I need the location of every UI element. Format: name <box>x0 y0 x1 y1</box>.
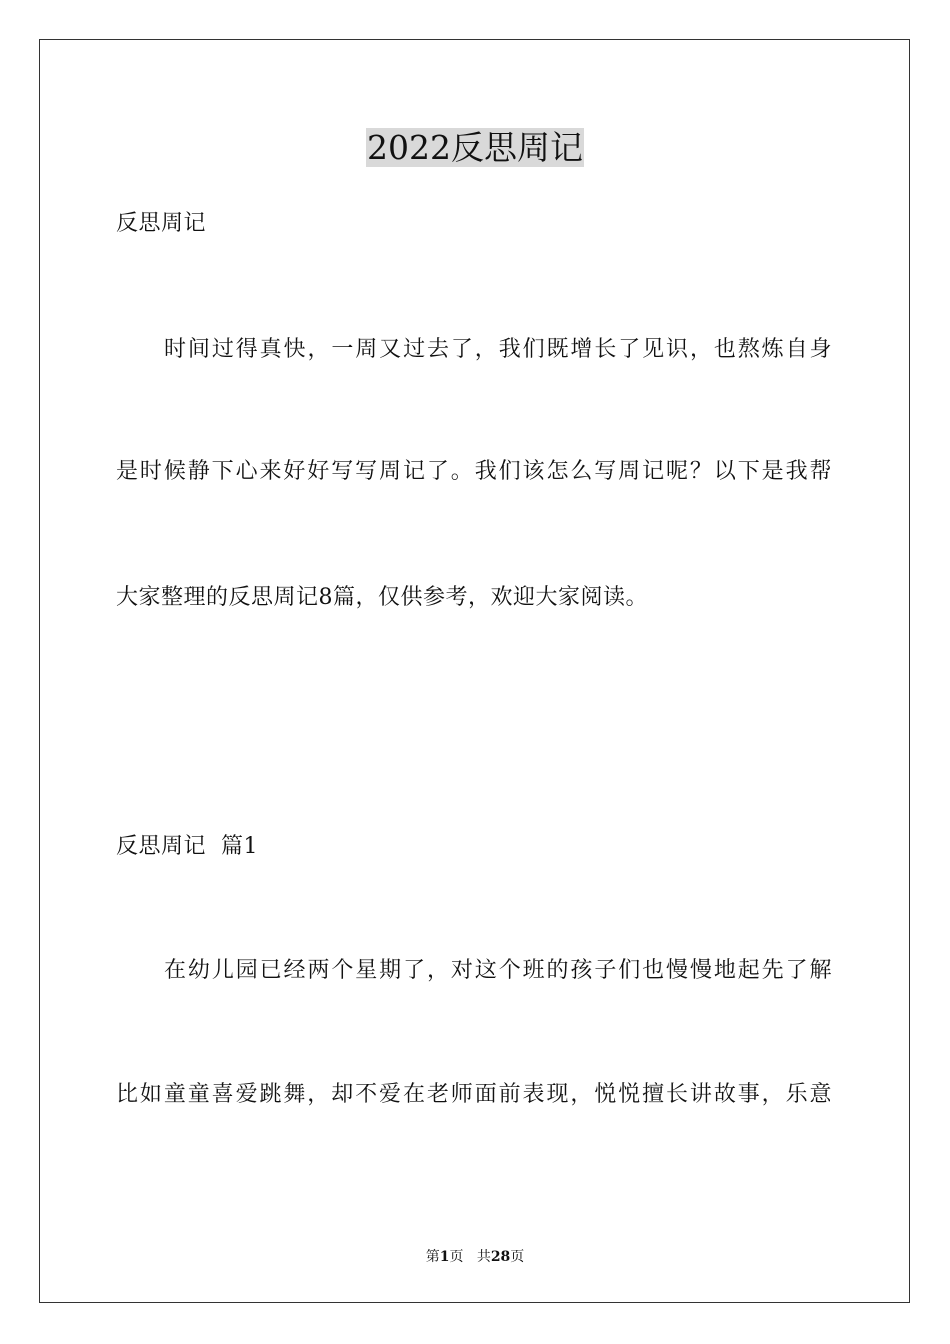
intro-line-1: 时间过得真快，一周又过去了，我们既增长了见识，也熬炼自身 <box>164 337 832 362</box>
footer-page-number: 1 <box>439 1249 450 1265</box>
footer-total-prefix: 共 <box>476 1249 491 1265</box>
intro-line-3: 大家整理的反思周记8篇，仅供参考，欢迎大家阅读。 <box>116 585 648 610</box>
document-title-text: 2022反思周记 <box>367 128 583 167</box>
section-line-2: 比如童童喜爱跳舞，却不爱在老师面前表现，悦悦擅长讲故事，乐意 <box>116 1082 832 1107</box>
footer-total-pages: 28 <box>490 1249 511 1265</box>
footer-page-prefix: 第 <box>425 1249 440 1265</box>
page-footer <box>0 1248 950 1266</box>
section-line-1: 在幼儿园已经两个星期了，对这个班的孩子们也慢慢地起先了解 <box>164 958 832 983</box>
section-heading: 反思周记 篇1 <box>116 834 258 859</box>
footer-page-suffix: 页 <box>449 1249 464 1265</box>
footer-total-suffix: 页 <box>510 1249 525 1265</box>
intro-line-2: 是时候静下心来好好写写周记了。我们该怎么写周记呢？以下是我帮 <box>116 459 832 484</box>
document-title <box>0 126 950 170</box>
document-subtitle: 反思周记 <box>116 211 207 236</box>
